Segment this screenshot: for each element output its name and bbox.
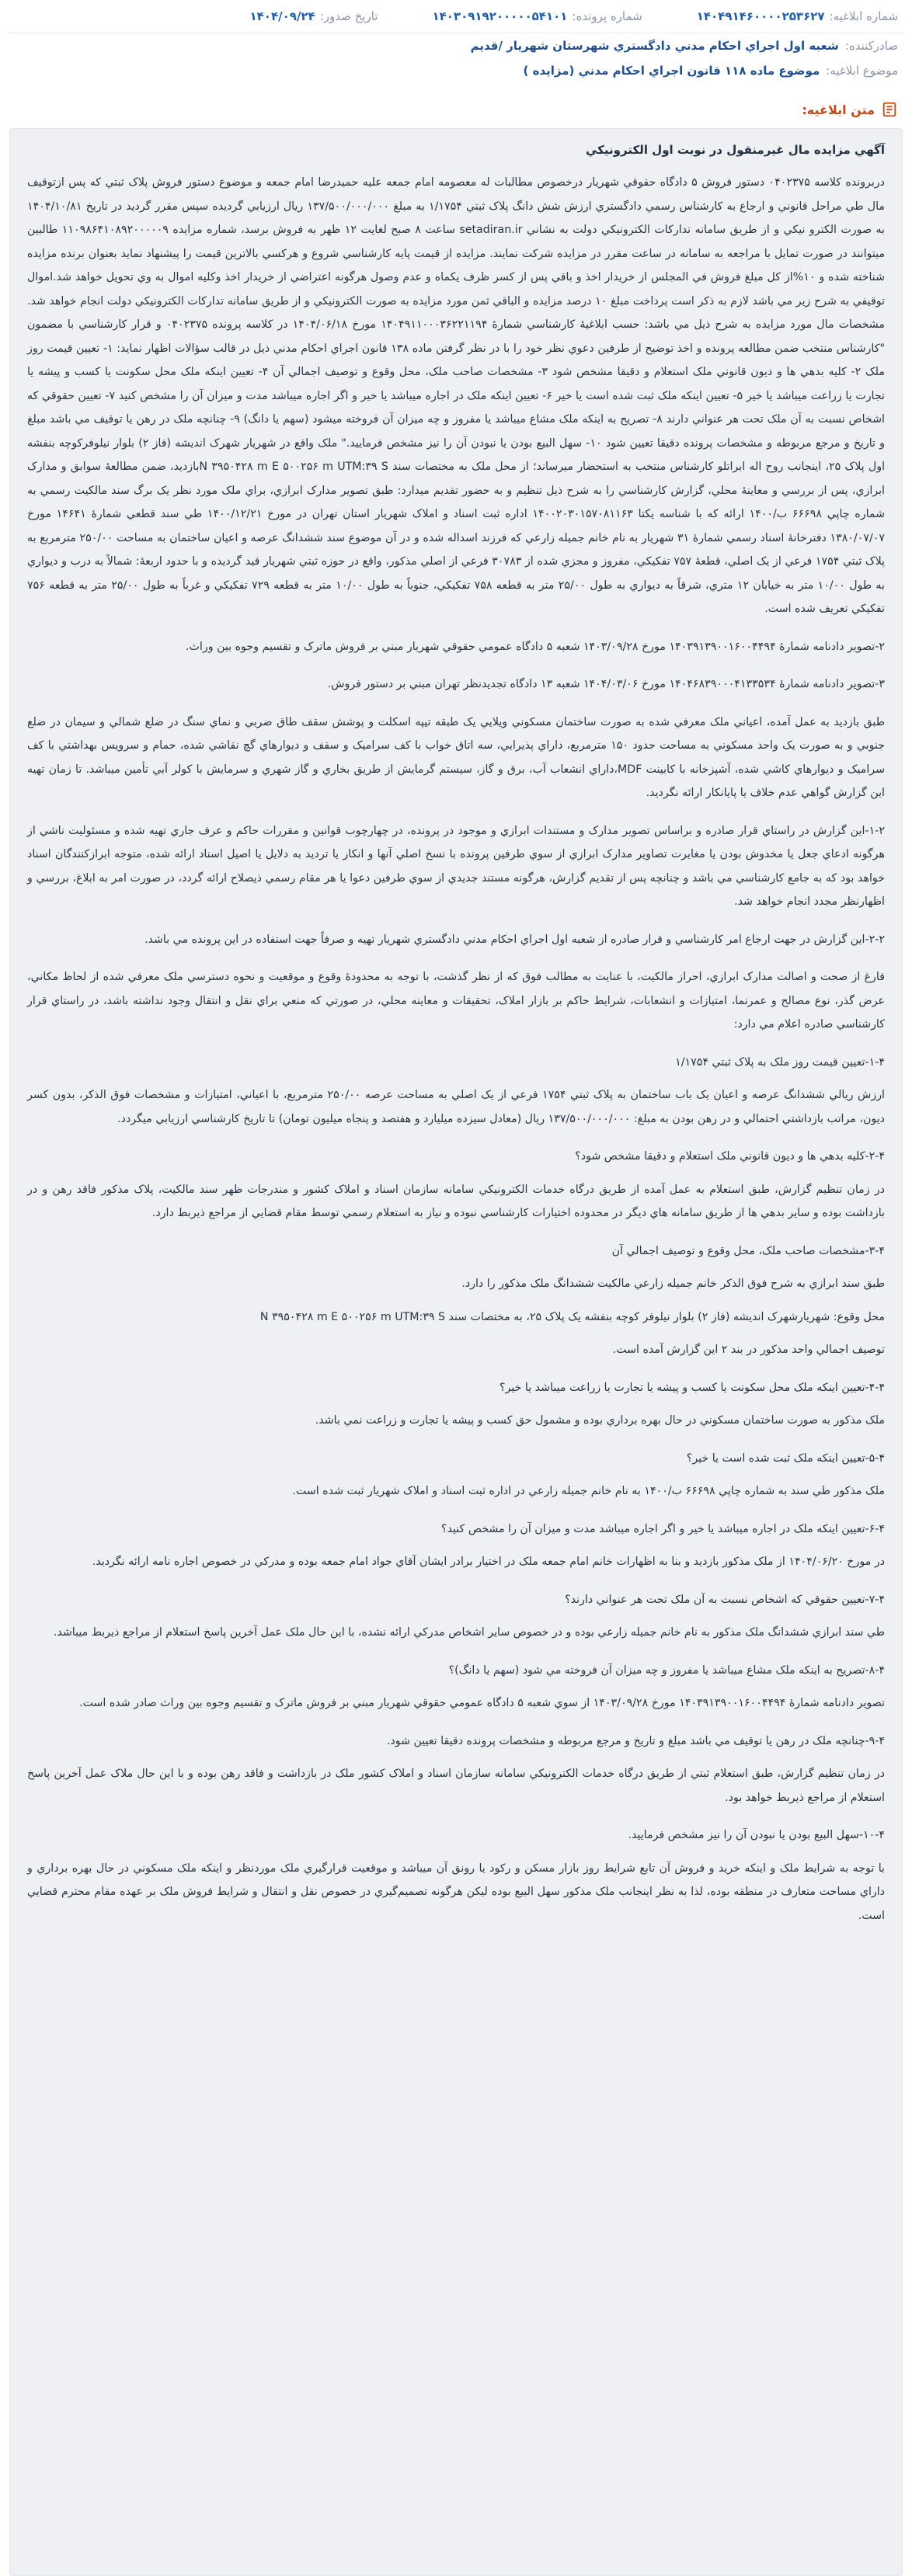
body-paragraph: ۱۰-۴-سهل البيع بودن يا نبودن آن را نيز مشخص فرماييد. xyxy=(628,1829,885,1841)
issue-date-label: تاریخ صدور: xyxy=(319,9,378,23)
body-paragraph: ۳-۴-مشخصات صاحب ملک، محل وقوع و توصيف اجمالي آن xyxy=(611,1244,885,1257)
body-paragraph: ملک مذکور طي سند به شماره چاپي ۶۶۶۹۸ ب/۱۴۰۰ به نام خانم جميله زارعي در اداره ثبت اسناد و املاک شهريار ثبت شده است. xyxy=(292,1485,885,1497)
body-paragraph: ۵-۴-تعيين اينکه ملک ثبت شده است يا خير؟ xyxy=(686,1451,885,1465)
issue-date-group xyxy=(249,9,378,23)
body-paragraph: در زمان تنظيم گزارش، طبق استعلام به عمل آمده از طريق درگاه خدمات الکترونيکي سامانه سازمان اسناد و املاک کشور و مندرجات ظهر سند مالکيت، پلاک مذکور فاقد رهن و در بازداشت بوده و ساير بدهي ها از طريق سامانه هاي ديگر در محدوده اختيارات کارشناسي نبوده و نياز به استعلام رسمي توسط مقام قضايي از مراجع ذيربط دارد. xyxy=(27,1183,885,1219)
body-paragraph: ۲-۲-اين گزارش در جهت ارجاع امر کارشناسي و قرار صادره از شعبه اول اجراي احکام مدني دادگستري شهريار تهيه و صرفاً جهت استفاده در اين پرونده مي باشد. xyxy=(144,933,885,946)
subject-row xyxy=(8,58,904,83)
notice-number-label: شماره ابلاغیه: xyxy=(829,9,898,23)
body-paragraph: ۲-۴-کليه بدهي ها و ديون قانوني ملک استعلام و دقيقا مشخص شود؟ xyxy=(575,1150,885,1163)
body-paragraph: ۲-تصوير دادنامه شمارۀ ۱۴۰۳۹۱۳۹۰۰۱۶۰۰۴۴۹۴ مورخ ۱۴۰۳/۰۹/۲۸ شعبه ۵ دادگاه عمومي حقوقي شهريار مبني بر فروش ماترک و تقسيم وجوه بين وراث. xyxy=(186,640,885,653)
issuer-row xyxy=(8,33,904,58)
subject-label: موضوع ابلاغیه: xyxy=(826,64,898,78)
body-paragraph: محل وقوع: شهريارشهرک انديشه (فاز ۲) بلوار نيلوفر کوچه بنفشه يک پلاک ۲۵، به مختصات سند N ۳۹۵۰۴۲۸ m E ۵۰۰۲۵۶ m UTM:۳۹ S xyxy=(259,1310,885,1323)
issuer: شعبه اول اجراي احکام مدني دادگستري شهرستان شهريار /قديم xyxy=(470,39,839,53)
notice-number: ۱۴۰۴۹۱۴۶۰۰۰۰۲۵۳۶۲۷ xyxy=(696,9,825,23)
document-icon xyxy=(881,101,898,118)
body-paragraph: ۴-۴-تعيين اينکه ملک محل سکونت يا کسب و پيشه يا تجارت يا زراعت ميباشد يا خير؟ xyxy=(499,1381,885,1394)
issuer-label: صادرکننده: xyxy=(844,39,898,53)
issue-date: ۱۴۰۴/۰۹/۲۴ xyxy=(249,9,315,23)
body-paragraph: فارغ از صحت و اصالت مدارک ابرازي، احراز مالکيت، با عنايت به مطالب فوق که از نظر گذشت، با توجه به محدودۀ وقوع و موقعيت و نحوه دسترسي ملک معرفي شده از لحاظ مکاني، عرض گذر، نوع مصالح و عمرنما، امتيازات و انشعابات، شرايط حاکم بر بازار املاک، تحقيقات و معاينه محلي، در صورتي که منعي براي نقل و انتقال وجود نداشته باشد، در راستاي قرار کارشناسي صادره اعلام مي دارد: xyxy=(27,971,885,1031)
body-paragraph: با توجه به شرايط ملک و اينکه خريد و فروش آن تابع شرايط روز بازار مسکن و رکود يا رونق آن ميباشد و موقعيت قرارگيري ملک موردنظر و اينکه ملک مسکوني در حال بهره برداري و داراي مساحت متعارف در منطقه بوده، لذا به نظر اينجانب ملک مذکور سهل البيع بوده ليکن هرگونه تصميم‌گيري در خصوص نقل و انتقال و شرايط فروش ملک بر عهده مقام محترم قضايي است. xyxy=(27,1862,885,1922)
body-paragraph: ۷-۴-تعيين حقوقي که اشخاص نسبت به آن ملک تحت هر عنواني دارند؟ xyxy=(565,1593,885,1606)
body-paragraph: طبق سند ابرازي به شرح فوق الذکر خانم جميله زارعي مالکيت ششدانگ ملک مذکور را دارد. xyxy=(461,1278,885,1290)
body-paragraph: ۶-۴-تعيين اينکه ملک در اجاره ميباشد يا خير و اگر اجاره ميباشد مدت و ميزان آن را مشخص کنيد؟ xyxy=(441,1522,885,1535)
body-paragraph: ۹-۴-چنانچه ملک در رهن يا توقيف مي باشد مبلغ و تاريخ و مرجع مربوطه و مشخصات پرونده دقيقا تعيين شود. xyxy=(386,1734,885,1747)
body-paragraph: ۳-تصوير دادنامه شمارۀ ۱۴۰۴۶۸۳۹۰۰۰۴۱۳۳۵۳۴ مورخ ۱۴۰۴/۰۳/۰۶ شعبه ۱۳ دادگاه تجديدنظر تهران مبني بر دستور فروش. xyxy=(327,678,885,690)
subject: موضوع ماده ۱۱۸ قانون اجراي احکام مدني (مزايده ) xyxy=(523,64,820,78)
body-paragraph: توصيف اجمالي واحد مذکور در بند ۲ اين گزارش آمده است. xyxy=(612,1344,885,1356)
body-paragraph: دربرونده کلاسه ۰۴۰۲۳۷۵ دستور فروش ۵ دادگاه حقوقي شهريار درخصوص مطالبات له معصومه امام جمعه عليه حميدرضا امام جمعه و موضوع دستور فروش پلاک ثبتي که پس ازتوقيف مال طي مراحل قانوني و ارجاع به کارشناس رسمي دادگستري ارزش شش دانگ پلاک ثبتي ۱/۱۷۵۴ به مبلغ ۱۳۷/۵۰۰/۰۰۰/۰۰۰ ريال ارزيابي گرديده سپس مقرر گرديد در تاريخ ۱۴۰۴/۱۰/۸۱ به صورت الکترو نيکي و از طريق سامانه تدارکات الکترونيکي دولت به نشاني setadiran.ir ساعت ۸ صبح لغايت ۱۲ ظهر به فروش برسد، شماره مزايده ۱۱۰۹۸۶۴۱۰۸۹۲۰۰۰۰۰۹ طالبين ميتوانند در صورت تمايل با مراجعه به سامانه در ساعت مقرر در مزايده شرکت نمايند. مزايده از قيمت پايه کارشناسي شروع و هرکسي بالاترين قيمت را پيشنهاد نمايد بعنوان برنده مزايده شناخته شده و ۱۰%از کل مبلغ فروش في المجلس از خريدار اخذ و باقي پس از کسر ظرف يکماه و عدم وصول هرگونه اعتراضي از خريدار اخذ وکليه اموال به وي تحويل خواهد شد.اموال توقيفي به شرح زير مي باشد لازم به ذکر است پرداخت مبلغ ۱۰ درصد مزايده و الباقي ثمن مورد مزايده به صورت الکترونيکي و از طريق سامانه تدارکات الکترونيکي دولت انجام خواهد شد. مشخصات مال مورد مزايده به شرح ذيل مي باشد: حسب ابلاغيۀ کارشناسي شمارۀ ۱۴۰۴۹۱۱۰۰۰۳۶۲۲۱۱۹۴ مورخ ۱۴۰۴/۰۶/۱۸ در کلاسه پرونده ۰۴۰۲۳۷۵ و قرار کارشناسي با مضمون "کارشناس منتخب ضمن مطالعه پرونده و اخذ توضيح از طرفين دعوي نظر خود را با در نظر گرفتن ماده ۱۳۸ قانون اجراي احکام مدني ذيل در قالب سؤالات اظهار نمايد: ۱- تعيين قيمت روز ملک ۲- کليه بدهي ها و ديون قانوني ملک استعلام و دقيقا مشخص شود ۳- مشخصات صاحب ملک، محل وقوع و توصيف اجمالي آن ۴- تعيين اينکه ملک محل سکونت يا کسب و پيشه يا تجارت يا زراعت ميباشد يا خير ۵- تعيين اينکه ملک ثبت شده است يا خير ۶- تعيين اينکه ملک در اجاره ميباشد يا خير و اگر اجاره ميباشد مدت و ميزان آن را مشخص کنيد ۷- تعيين حقوقي که اشخاص نسبت به آن ملک تحت هر عنواني دارند ۸- تصريح به اينکه ملک مشاع ميباشد يا مفروز و چه ميزان آن فروخته ميشود (سهم يا دانگ) ۹- چنانچه ملک در رهن يا توقيف مي باشد مبلغ و تاريخ و مرجع مربوطه و مشخصات پرونده دقيقا تعيين شود ۱۰- سهل البيع بودن يا نبودن آن را نيز مشخص فرماييد." ملک واقع در شهريار شهرک انديشه (فاز ۲) بلوار نيلوفرکوچه بنفشه اول پلاک ۲۵، اينجانب روح اله ابراتلو کارشناس منتخب به استحضار ميرساند؛ از محل ملک به مختصات سند N ۳۹۵۰۴۲۸ m E ۵۰۰۲۵۶ m UTM:۳۹ Sبازديد، ضمن مطالعۀ سوابق و مدارک ابرازي، پس از بررسي و معاينۀ محلي، گزارش کارشناسي را به شرح ذيل تنظيم و به حضور تقديم ميدارد: طبق تصوير مدارک ابرازي، براي ملک مورد نظر يک برگ سند مالکيت رسمي به شماره چاپي ۶۶۶۹۸ ب/۱۴۰۰ ارائه که با شناسه يکتا ۱۴۰۰۲۰۳۰۱۵۷۰۸۱۱۶۳ اداره ثبت اسناد و املاک شهريار استان تهران در مورخ ۱۴۰۰/۱۲/۲۱ طي سند قطعي شمارۀ ۱۴۶۴۱ مورخ ۱۳۸۰/۰۷/۰۷ دفترخانۀ اسناد رسمي شمارۀ ۳۱ شهريار به نام خانم جميله زارعي که فرزند اسداله شده و در آن موضوع سند ششدانگ عرصه و اعيان ساختمان به مساحت ۲۵۰/۰۰ مترمربع به پلاک ثبتي ۱۷۵۴ فرعي از يک اصلي، قطعۀ ۷۵۷ تفکيکي، مفروز و مجزي شده از ۳۰۷۸۳ فرعي از اصلي مذکور، واقع در حوزه ثبتي شهريار قيد گرديده و با حدود اربعۀ: شمالاً به درب و ديواري به طول ۱۰/۰۰ متر به خيابان ۱۲ متري، شرقاً به ديواري به طول ۲۵/۰۰ متر به قطعه ۷۵۸ تفکيکي، جنوباً به طول ۱۰/۰۰ متر به قطعه ۷۲۹ تفکيکي و غرباً به طول ۲۵/۰۰ متر به قطعه ۷۵۶ تفکيکي تعريف شده است. xyxy=(27,176,886,615)
case-number-group xyxy=(432,9,642,23)
body-paragraph: ملک مذکور به صورت ساختمان مسکوني در حال بهره برداري بوده و مشمول حق کسب و پيشه يا تجارت و زراعت نمي باشد. xyxy=(315,1414,885,1427)
body-paragraph: ۸-۴-تصريح به اينکه ملک مشاع ميباشد يا مفروز و چه ميزان آن فروخته مي شود (سهم يا دانگ)؟ xyxy=(448,1663,885,1677)
notice-body-title: آگهي مزايده مال غيرمنقول در نوبت اول الکترونيکي xyxy=(586,143,885,157)
body-paragraph: ۱-۲-اين گزارش در راستاي قرار صادره و براساس تصوير مدارک و مستندات ابرازي و موجود در پرونده، در چهارچوب قوانين و مقررات حاکم و عرف جاري تهيه شده و مسئوليت ناشي از هرگونه ادعاي جعل يا مخدوش بودن يا مغايرت تصاوير مدارک ابرازي از سوي طرفين پرونده با نسخ اصلي آنها و انکار يا ترديد به دلايل يا اصيل اسناد ارائه شده، متوجه ابرازکنندگان اسناد خواهد بود که به جامع کارشناسي مي باشد و چنانچه پس از تقديم گزارش، هرگونه مستند جديدي از سوي طرفين دعوا يا هر مقام رسمي ذيصلاح ارائه گردد، در صورت امر به ابلاغ، بررسي و اظهارنظر مجدد انجام خواهد شد. xyxy=(27,824,885,908)
case-number-label: شماره پرونده: xyxy=(572,9,642,23)
body-paragraph: تصوير دادنامه شمارۀ ۱۴۰۳۹۱۳۹۰۰۱۶۰۰۴۴۹۴ مورخ ۱۴۰۳/۰۹/۲۸ از سوي شعبه ۵ دادگاه عمومي حقوقي شهريار مبني بر فروش ماترک و تقسيم وجوه بين وراث صادر شده است. xyxy=(79,1697,885,1709)
notice-number-group xyxy=(697,9,898,23)
body-paragraph: طبق بازديد به عمل آمده، اعياني ملک معرفي شده به صورت ساختمان مسکوني ويلايي يک طبقه تيپه اسکلت و پوشش سقف طاق ضربي و نماي سنگ در ضلع شمالي و سيمان در ضلع جنوبي و به صورت يک واحد مسکوني به مساحت حدود ۱۵۰ مترمربع، داراي پذيرايي، سه اتاق خواب با کف سراميک و سقف و ديوارهاي گچ نقاشي شده، حمام و سرويس بهداشتي با کف سراميک و ديوارهاي کاشي شده، آشپزخانه با کابينت MDF،داراي انشعاب آب، برق و گاز، سيستم گرمايش از طريق بخاري و گاز شهري و سرمايش با کولر آبي تأمين ميباشد. تا زمان تهيه اين گزارش گواهي عدم خلاف يا پايانکار ارائه نگرديد. xyxy=(27,715,886,799)
body-paragraph: در زمان تنظيم گزارش، طبق استعلام ثبتي از طريق درگاه خدمات الکترونيکي سامانه سازمان اسناد و املاک کشور ملک در بازداشت و فاقد رهن بوده و با اين حال ملاک عمل آخرين پاسخ استعلام از مراجع ذيربط خواهد بود. xyxy=(27,1768,885,1804)
notice-text-heading xyxy=(8,94,904,125)
notice-meta-row xyxy=(8,0,904,33)
case-number: ۱۴۰۳۰۹۱۹۲۰۰۰۰۰۵۴۱۰۱ xyxy=(432,9,568,23)
body-paragraph: ۱-۴-تعيين قيمت روز ملک به پلاک ثبتي ۱/۱۷۵۴ xyxy=(675,1055,885,1069)
body-paragraph: طي سند ابرازي ششدانگ ملک مذکور به نام خانم جميله زارعي بوده و در خصوص ساير اشخاص مدرکي ارائه نشده، با اين حال ملک عمل آخرين پاسخ استعلام از مراجع ذيربط ميباشد. xyxy=(53,1626,885,1639)
notice-body xyxy=(9,128,903,2576)
body-paragraph: ارزش ريالي ششدانگ عرصه و اعيان يک باب ساختمان به پلاک ثبتي ۱۷۵۴ فرعي از يک اصلي به مساحت عرصه ۲۵۰/۰۰ مترمربع، با اعياني، امتيازات و مشخصات فوق الذکر، بدون کسر ديون، مراتب بازداشتي احتمالي و در رهن بودن به مبلغ: ۱۳۷/۵۰۰/۰۰۰/۰۰۰ ريال (معادل سيزده ميليارد و هفتصد و پنجاه ميليون تومان) تا تاريخ کارشناسي ارزيابي ميگردد. xyxy=(27,1089,885,1125)
section-title: متن ابلاغیه: xyxy=(802,102,875,117)
body-paragraph: در مورخ ۱۴۰۴/۰۶/۲۰ از ملک مذکور بازديد و بنا به اظهارات خانم امام جمعه ملک در اختيار برادر ايشان آقاي جواد امام جمعه بوده و مدرکي در خصوص اجاره نامه ارائه نگرديد. xyxy=(92,1556,885,1568)
